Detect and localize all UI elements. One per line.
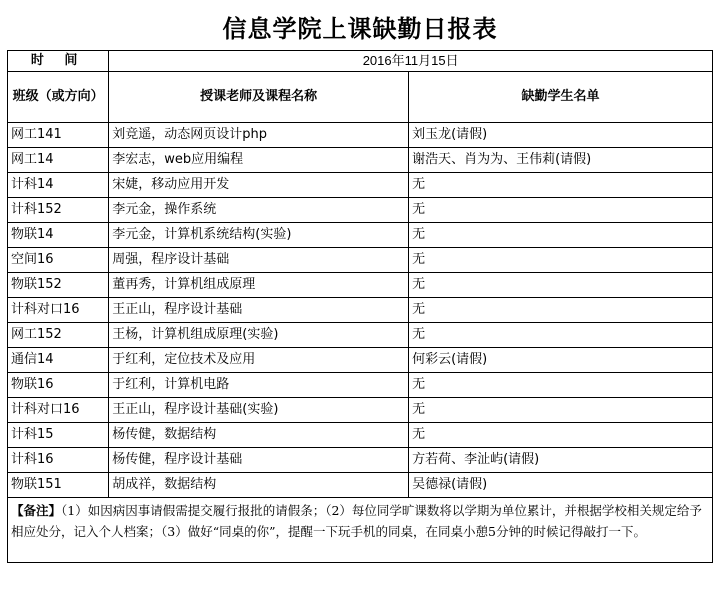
table-row: [8, 148, 713, 173]
cell-class: 通信14: [8, 348, 109, 373]
cell-class: 计科152: [8, 198, 109, 223]
cell-teacher-course: 于红利，计算机电路: [109, 373, 409, 398]
table-row: [8, 423, 713, 448]
cell-absent: 无: [409, 273, 713, 298]
table-row: [8, 473, 713, 498]
cell-teacher-course: 宋婕，移动应用开发: [109, 173, 409, 198]
cell-absent: 无: [409, 398, 713, 423]
time-label: 时 间: [8, 51, 109, 72]
header-absent: 缺勤学生名单: [409, 72, 713, 123]
header-class: 班级（或方向）: [8, 72, 109, 123]
cell-teacher-course: 李元金，操作系统: [109, 198, 409, 223]
table-row: [8, 448, 713, 473]
cell-class: 网工152: [8, 323, 109, 348]
cell-absent: 吴德禄(请假): [409, 473, 713, 498]
cell-absent: 方若荷、李沚屿(请假): [409, 448, 713, 473]
table-row: [8, 298, 713, 323]
table-row: [8, 198, 713, 223]
table-row: [8, 348, 713, 373]
note-text: （1）如因病因事请假需提交履行报批的请假条；（2）每位同学旷课数将以学期为单位累计，并根据学校相关规定给予相应处分，记入个人档案；（3）做好“同桌的你”，提醒一下玩手机的同桌，在同桌小憩5分钟的时候记得敲打一下。: [11, 503, 702, 539]
cell-class: 物联151: [8, 473, 109, 498]
cell-absent: 无: [409, 248, 713, 273]
note-label: 【备注】: [11, 503, 62, 518]
cell-teacher-course: 王杨，计算机组成原理(实验): [109, 323, 409, 348]
cell-class: 计科15: [8, 423, 109, 448]
table-row: [8, 373, 713, 398]
cell-teacher-course: 董再秀，计算机组成原理: [109, 273, 409, 298]
cell-teacher-course: 胡成祥，数据结构: [109, 473, 409, 498]
header-teacher-course: 授课老师及课程名称: [109, 72, 409, 123]
cell-absent: 无: [409, 198, 713, 223]
cell-absent: 无: [409, 223, 713, 248]
report-date: 2016年11月15日: [109, 51, 713, 72]
report-title: 信息学院上课缺勤日报表: [222, 15, 498, 43]
cell-class: 网工14: [8, 148, 109, 173]
cell-teacher-course: 周强，程序设计基础: [109, 248, 409, 273]
cell-class: 计科14: [8, 173, 109, 198]
cell-absent: 无: [409, 298, 713, 323]
cell-absent: 刘玉龙(请假): [409, 123, 713, 148]
cell-absent: 无: [409, 373, 713, 398]
cell-teacher-course: 杨传健，程序设计基础: [109, 448, 409, 473]
table-row: [8, 273, 713, 298]
cell-class: 物联152: [8, 273, 109, 298]
table-row: [8, 398, 713, 423]
cell-class: 计科对口16: [8, 398, 109, 423]
cell-class: 物联16: [8, 373, 109, 398]
cell-class: 空间16: [8, 248, 109, 273]
note-row: [8, 498, 713, 563]
attendance-table: [7, 50, 713, 563]
date-row: [8, 51, 713, 72]
cell-absent: 无: [409, 323, 713, 348]
header-row: [8, 72, 713, 123]
cell-teacher-course: 王正山，程序设计基础(实验): [109, 398, 409, 423]
cell-class: 网工141: [8, 123, 109, 148]
table-row: [8, 248, 713, 273]
cell-teacher-course: 王正山，程序设计基础: [109, 298, 409, 323]
cell-absent: 无: [409, 173, 713, 198]
table-row: [8, 323, 713, 348]
cell-teacher-course: 于红利，定位技术及应用: [109, 348, 409, 373]
cell-teacher-course: 刘竞遥，动态网页设计php: [109, 123, 409, 148]
cell-absent: 何彩云(请假): [409, 348, 713, 373]
cell-class: 计科16: [8, 448, 109, 473]
cell-class: 计科对口16: [8, 298, 109, 323]
table-row: [8, 123, 713, 148]
table-row: [8, 223, 713, 248]
table-row: [8, 173, 713, 198]
cell-teacher-course: 李宏志，web应用编程: [109, 148, 409, 173]
cell-class: 物联14: [8, 223, 109, 248]
note-cell: [8, 498, 713, 563]
cell-absent: 谢浩天、肖为为、王伟莉(请假): [409, 148, 713, 173]
cell-teacher-course: 李元金，计算机系统结构(实验): [109, 223, 409, 248]
cell-teacher-course: 杨传健，数据结构: [109, 423, 409, 448]
cell-absent: 无: [409, 423, 713, 448]
